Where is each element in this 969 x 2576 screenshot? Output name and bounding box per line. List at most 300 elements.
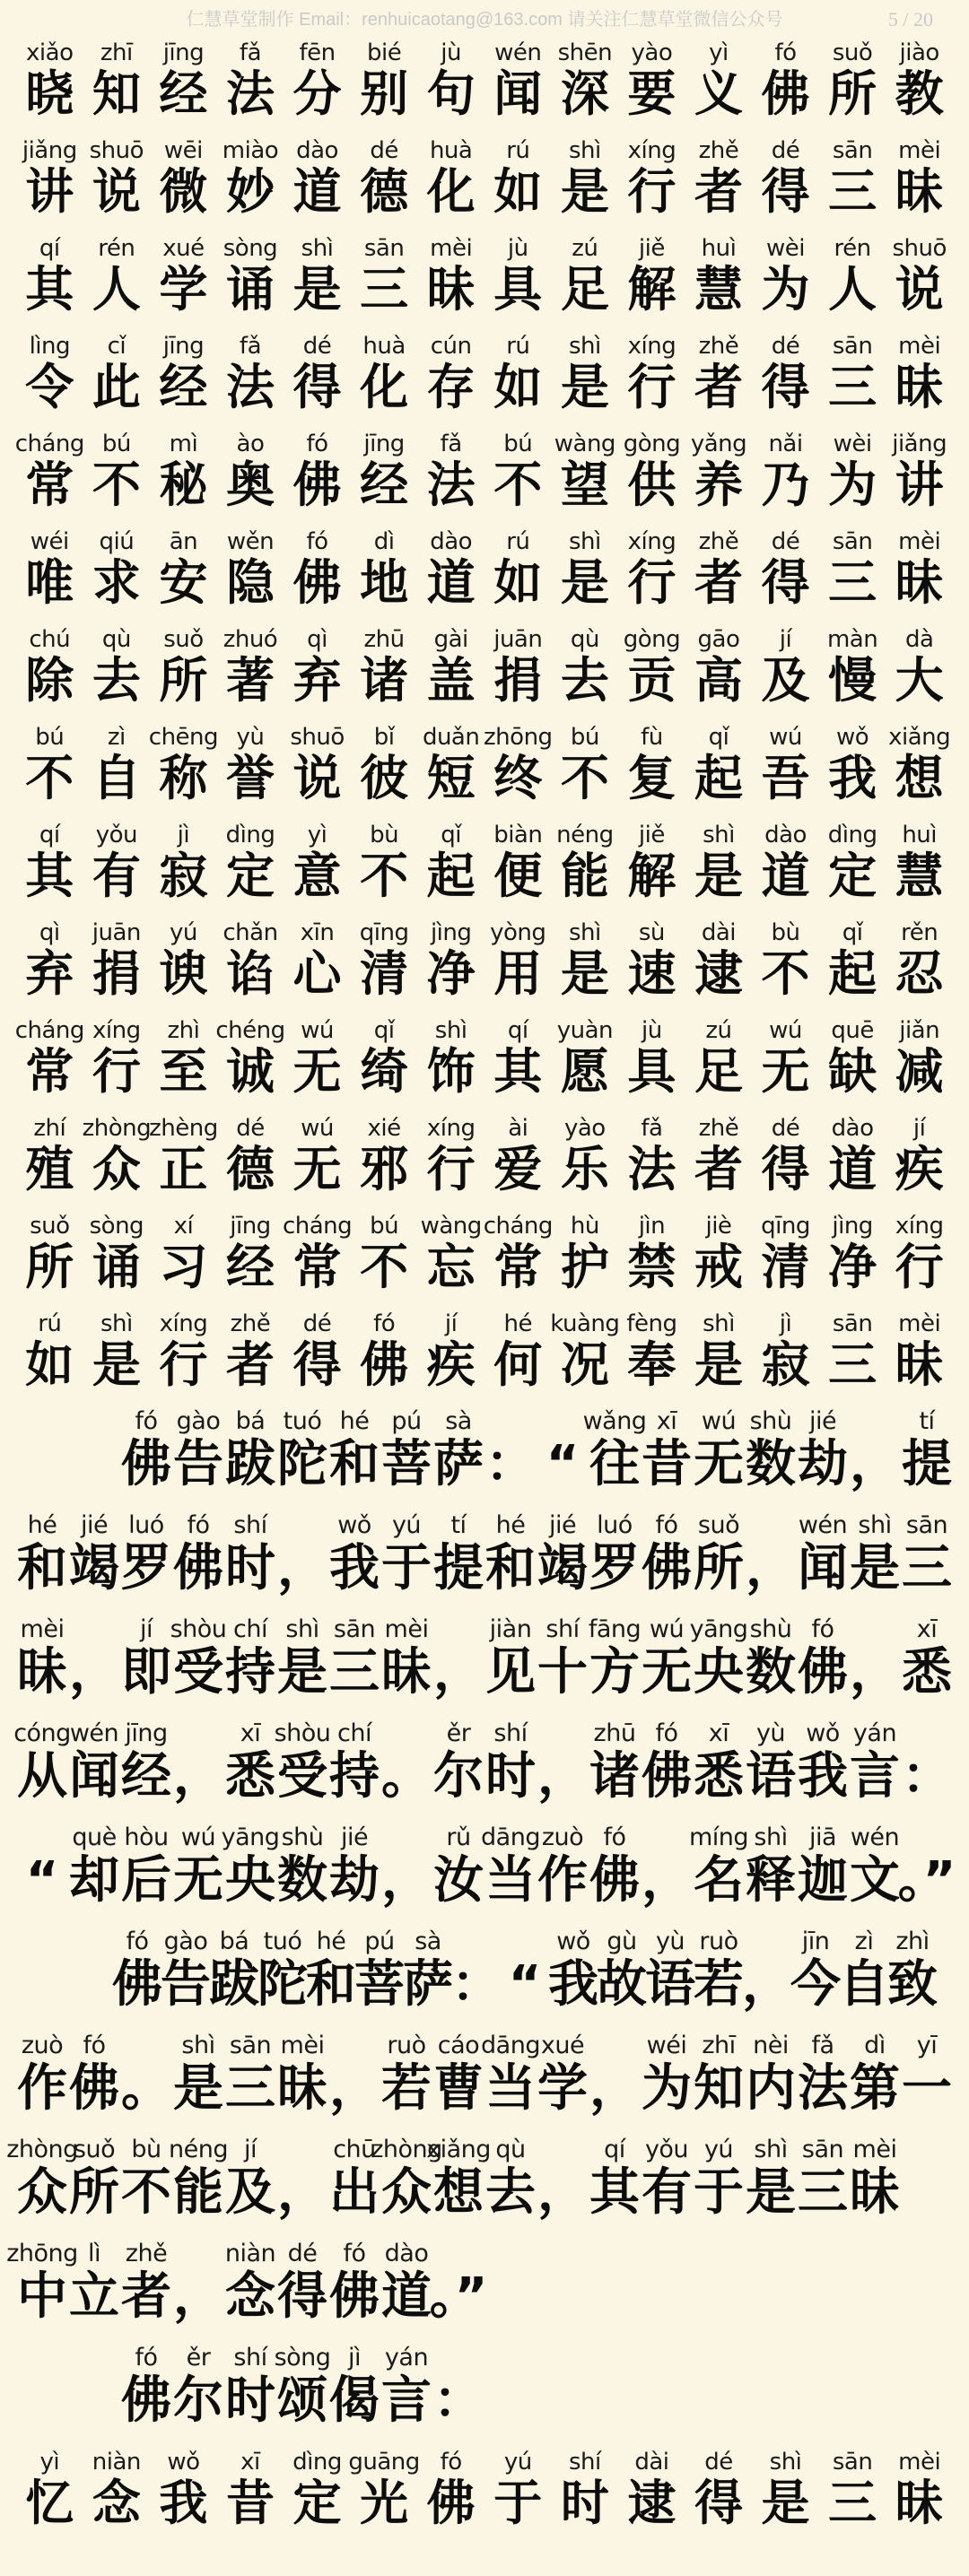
char-unit (152, 919, 214, 1017)
char-unit (797, 2137, 849, 2223)
hanzi: 何 (493, 1336, 543, 1393)
pinyin: néng (169, 2136, 228, 2163)
char-unit (620, 235, 683, 333)
char-unit (16, 1408, 68, 1494)
hanzi: 央 (225, 1851, 275, 1910)
char-unit (554, 626, 616, 724)
pinyin: sān (832, 528, 873, 555)
pinyin: ruò (387, 2032, 426, 2059)
char-unit (432, 1824, 484, 1910)
hanzi: 无 (694, 1435, 744, 1493)
verse-half-left (16, 724, 484, 822)
pinyin: zú (705, 1017, 732, 1044)
pinyin: xiǎng (888, 724, 951, 751)
char-unit (353, 1017, 415, 1115)
hanzi: ， (277, 1539, 327, 1597)
pinyin: fó (306, 528, 328, 555)
hanzi: 。” (897, 1851, 956, 1910)
pinyin: jìng (832, 1213, 873, 1240)
hanzi: 如 (493, 554, 543, 611)
char-unit (219, 1310, 282, 1408)
char-unit (745, 1616, 797, 1702)
hanzi: ， (277, 2163, 327, 2222)
char-unit (353, 1115, 415, 1213)
pinyin: gāo (697, 626, 740, 653)
pinyin: chēng (148, 724, 219, 751)
hanzi: 昧 (277, 2059, 327, 2118)
hanzi: 是 (746, 2163, 796, 2222)
pinyin: cún (430, 333, 472, 360)
hanzi: 致 (887, 1955, 938, 2014)
hanzi: ， (433, 1643, 484, 1701)
char-unit (821, 137, 884, 235)
char-unit (286, 431, 349, 528)
char-unit (328, 1824, 380, 1910)
hanzi: 净 (828, 1239, 877, 1295)
hanzi: 定 (225, 848, 275, 904)
pinyin: huà (429, 137, 473, 164)
char-unit (18, 822, 81, 919)
char-unit (620, 919, 683, 1017)
pinyin: fó (306, 431, 328, 457)
pinyin: fó (135, 1407, 158, 1435)
pinyin: qīng (359, 919, 409, 946)
hanzi: 常 (493, 1239, 543, 1295)
hanzi: 无 (642, 1643, 692, 1701)
pinyin: jì (177, 822, 190, 849)
pinyin: fó (83, 2032, 106, 2059)
pinyin: xī (916, 1615, 938, 1643)
char-unit (224, 2345, 276, 2431)
char-unit (537, 1824, 589, 1910)
pinyin: gù (607, 1928, 637, 1955)
pinyin: fāng (588, 1615, 642, 1643)
pinyin: yào (631, 39, 673, 66)
char-unit (149, 1115, 218, 1213)
char-unit (219, 1115, 282, 1213)
hanzi: “ (25, 1851, 59, 1910)
hanzi: 者 (694, 359, 743, 415)
hanzi: 清 (360, 945, 409, 1002)
page-number: 5 / 20 (887, 8, 933, 30)
char-unit (821, 1310, 884, 1408)
pinyin: suǒ (832, 39, 873, 66)
char-unit (152, 1310, 214, 1408)
pinyin: xíng (627, 333, 677, 360)
char-unit (172, 2032, 224, 2119)
hanzi: 时 (485, 1747, 536, 1806)
char-unit (888, 1310, 951, 1408)
char-unit (755, 235, 817, 333)
pinyin: niàn (92, 2449, 141, 2476)
hanzi: 唯 (25, 554, 74, 611)
char-unit (484, 1512, 537, 1598)
pinyin: xué (540, 2032, 585, 2059)
pinyin: hé (27, 1511, 57, 1539)
hanzi: 佛 (112, 1955, 162, 2014)
hanzi: 得 (761, 1141, 810, 1197)
pinyin: wén (798, 1511, 848, 1539)
char-unit (152, 528, 214, 626)
verse-line (16, 431, 953, 528)
char-unit (85, 1213, 148, 1310)
char-unit (18, 1310, 81, 1408)
char-unit (286, 1310, 349, 1408)
hanzi: 释 (746, 1851, 796, 1910)
hanzi: 若 (694, 1955, 744, 2014)
hanzi: 持 (225, 1643, 275, 1701)
char-unit (85, 39, 148, 137)
hanzi: 便 (493, 848, 543, 904)
hanzi: 为 (761, 261, 810, 318)
char-unit (85, 137, 148, 235)
hanzi: 说 (92, 163, 141, 220)
pinyin: jié (548, 1511, 577, 1539)
verse-half-left (16, 137, 484, 235)
hanzi: 道 (292, 163, 342, 220)
char-unit (219, 2449, 282, 2546)
pinyin: shì (285, 1615, 319, 1643)
hanzi: 义 (694, 65, 743, 122)
hanzi: 者 (694, 1141, 743, 1197)
pinyin: bù (771, 919, 800, 946)
hanzi: 是 (560, 554, 609, 611)
hanzi: ， (537, 1747, 588, 1806)
pinyin: sān (832, 333, 873, 360)
char-unit (420, 431, 483, 528)
char-unit (620, 1115, 683, 1213)
pinyin: ào (236, 431, 265, 457)
hanzi: 慧 (895, 848, 944, 904)
char-unit (420, 626, 483, 724)
char-unit (355, 1928, 404, 2015)
char-unit (797, 1824, 849, 1910)
pinyin: yán (852, 1719, 897, 1747)
hanzi: 经 (225, 1239, 275, 1295)
pinyin: zuò (21, 2032, 64, 2059)
pinyin: wèi (833, 431, 872, 457)
char-unit (420, 1213, 483, 1310)
verse-half-right (484, 235, 953, 333)
prose-line (16, 2345, 953, 2449)
pinyin: jīng (125, 1719, 168, 1747)
hanzi: 所 (69, 2163, 119, 2222)
hanzi: ， (742, 1955, 792, 2014)
hanzi: 清 (761, 1239, 810, 1295)
pinyin: sān (333, 1615, 376, 1643)
hanzi: 得 (761, 554, 810, 611)
char-unit (432, 1616, 484, 1702)
char-unit (755, 724, 817, 822)
pinyin: zhě (125, 2240, 168, 2267)
char-unit (554, 1017, 616, 1115)
hanzi: 行 (627, 554, 677, 611)
char-unit (286, 2449, 349, 2546)
pinyin: yuàn (556, 1017, 613, 1044)
char-unit (224, 2032, 276, 2119)
pinyin: zhì (895, 1928, 930, 1955)
char-unit (486, 39, 549, 137)
pinyin: gài (433, 626, 468, 653)
hanzi: 数 (746, 1435, 796, 1493)
pinyin: wéi (30, 528, 69, 555)
pinyin: huì (701, 235, 737, 262)
hanzi: 三 (360, 261, 409, 318)
pinyin: tí (450, 1511, 467, 1539)
hanzi: 况 (560, 1336, 609, 1393)
hanzi: 往 (589, 1435, 640, 1493)
pinyin: fó (126, 1928, 149, 1955)
verse-half-left (16, 2449, 484, 2546)
char-unit (152, 431, 214, 528)
hanzi: 化 (360, 359, 409, 415)
char-unit (745, 1512, 797, 1598)
char-unit (755, 1310, 817, 1408)
char-unit (620, 431, 683, 528)
char-unit (274, 2344, 331, 2431)
char-unit (286, 626, 349, 724)
hanzi: 养 (694, 457, 743, 513)
hanzi: 短 (426, 750, 476, 806)
char-unit (821, 724, 884, 822)
char-unit (172, 2345, 224, 2431)
hanzi: “ (546, 1435, 580, 1493)
hanzi: 道 (381, 2267, 432, 2326)
pinyin: wěn (226, 528, 275, 555)
hanzi: 所 (828, 65, 877, 122)
verse-line (16, 1115, 953, 1213)
char-unit (82, 1115, 152, 1213)
hanzi: 者 (225, 1336, 275, 1393)
char-unit (276, 1408, 328, 1494)
char-unit (120, 1616, 172, 1702)
char-unit (797, 2032, 849, 2119)
char-unit (901, 1408, 953, 1494)
pinyin: jí (912, 1115, 926, 1142)
pinyin: sù (638, 919, 665, 946)
char-unit (755, 333, 817, 431)
pinyin: yú (503, 2449, 532, 2476)
pinyin: zhèng (149, 1115, 218, 1142)
pinyin: shì (181, 2032, 215, 2059)
hanzi: 当 (485, 2059, 536, 2118)
pinyin: shì (858, 1511, 892, 1539)
pinyin: gòng (623, 626, 681, 653)
char-unit (224, 1512, 276, 1598)
hanzi: 言 (850, 1747, 900, 1806)
hanzi: 念 (225, 2267, 275, 2326)
hanzi: 高 (694, 652, 743, 709)
char-unit (68, 2241, 120, 2327)
verse-half-right (484, 822, 953, 919)
pinyin: qǐ (842, 919, 863, 946)
pinyin: wú (649, 1615, 685, 1643)
char-unit (120, 2345, 172, 2431)
pinyin: sān (832, 1310, 873, 1337)
pinyin: dé (370, 137, 398, 164)
char-unit (219, 919, 282, 1017)
hanzi: 所 (159, 652, 208, 709)
char-unit (120, 1512, 172, 1598)
pinyin: yù (236, 724, 265, 751)
char-unit (484, 724, 553, 822)
hanzi: 告 (161, 1955, 211, 2014)
pinyin: jīn (801, 1928, 830, 1955)
char-unit (755, 39, 817, 137)
char-unit (16, 1928, 65, 2015)
pinyin: ěr (186, 2344, 211, 2371)
pinyin: xíng (627, 137, 677, 164)
char-unit (821, 1213, 884, 1310)
char-unit (148, 724, 219, 822)
pinyin: fó (135, 2344, 158, 2371)
char-unit (152, 2449, 214, 2546)
hanzi: 别 (360, 65, 409, 122)
char-unit (328, 1720, 380, 1806)
hanzi: 其 (493, 1043, 543, 1100)
hanzi: 不 (25, 750, 74, 806)
hanzi: 行 (426, 1141, 476, 1197)
char-unit (348, 2449, 420, 2546)
verse-line (16, 333, 953, 431)
char-unit (849, 1616, 901, 1702)
char-unit (286, 333, 349, 431)
pinyin: zhě (230, 1310, 271, 1337)
hanzi: 大 (895, 652, 944, 709)
char-unit (486, 528, 549, 626)
hanzi: 文 (850, 1851, 900, 1910)
hanzi: 逮 (694, 945, 743, 1002)
char-unit (380, 2345, 432, 2431)
char-unit (68, 1512, 120, 1598)
hanzi: 人 (828, 261, 877, 318)
pinyin: shì (754, 2136, 788, 2163)
pinyin: qì (307, 626, 327, 653)
pinyin: ěr (446, 1719, 471, 1747)
hanzi: 微 (159, 163, 208, 220)
pinyin: dào (430, 528, 473, 555)
char-unit (6, 2136, 78, 2223)
hanzi: 昔 (642, 1435, 692, 1493)
char-unit (901, 1512, 953, 1598)
char-unit (821, 822, 884, 919)
hanzi: 闻 (493, 65, 543, 122)
hanzi: 正 (159, 1141, 208, 1197)
hanzi: 三 (828, 2475, 877, 2531)
char-unit (172, 1512, 224, 1598)
hanzi: 是 (560, 945, 609, 1002)
char-unit (18, 1115, 81, 1213)
pinyin: dào (296, 137, 338, 164)
hanzi: 彼 (360, 750, 409, 806)
pinyin: shì (568, 333, 601, 360)
pinyin: zhě (698, 1115, 739, 1142)
char-unit (420, 919, 483, 1017)
char-unit (152, 1017, 214, 1115)
pinyin: bá (219, 1928, 249, 1955)
pinyin: shòu (170, 1615, 227, 1643)
hanzi: 中 (17, 2267, 67, 2326)
hanzi: 汝 (433, 1851, 484, 1910)
hanzi: 及 (225, 2163, 275, 2222)
pinyin: qǐ (373, 1017, 395, 1044)
char-unit (554, 333, 616, 431)
pinyin: dāng (481, 2032, 540, 2059)
pinyin: xī (656, 1407, 677, 1435)
char-unit (901, 1616, 953, 1702)
char-unit (18, 2449, 81, 2546)
pinyin: què (72, 1823, 117, 1851)
pinyin: dà (904, 626, 934, 653)
char-unit (849, 1720, 901, 1806)
verse-half-right (484, 1115, 953, 1213)
hanzi: 是 (292, 261, 342, 318)
hanzi: 央 (694, 1643, 744, 1701)
hanzi: 和 (306, 1955, 356, 2014)
prose-line (16, 1928, 953, 2032)
hanzi: 竭 (537, 1539, 588, 1597)
char-unit (224, 1720, 276, 1806)
char-unit (432, 1512, 484, 1598)
pinyin: xíng (895, 1213, 944, 1240)
pinyin: dé (302, 333, 332, 360)
hanzi: 殖 (25, 1141, 74, 1197)
pinyin: lì (87, 2240, 100, 2267)
char-unit (888, 333, 951, 431)
char-unit (687, 724, 750, 822)
pinyin: yú (391, 1511, 422, 1539)
pinyin: mèi (20, 1615, 65, 1643)
hanzi: 提 (433, 1539, 484, 1597)
pinyin: shuō (89, 137, 144, 164)
pinyin: suǒ (697, 1511, 740, 1539)
hanzi: 德 (225, 1141, 275, 1197)
char-unit (537, 2137, 589, 2223)
hanzi: 起 (828, 945, 877, 1002)
hanzi: 时 (560, 2475, 609, 2531)
pinyin: jiào (899, 39, 939, 66)
hanzi: 诵 (225, 261, 275, 318)
hanzi: 求 (92, 554, 141, 611)
char-unit (901, 2032, 953, 2119)
pinyin: jīng (363, 431, 405, 457)
pinyin: zhòng (82, 1115, 152, 1142)
hanzi: 和 (17, 1539, 67, 1597)
hanzi: 德 (360, 163, 409, 220)
hanzi: 隐 (225, 554, 275, 611)
hanzi: 常 (25, 457, 74, 513)
hanzi: 得 (694, 2475, 743, 2531)
char-unit (554, 919, 616, 1017)
char-unit (821, 919, 884, 1017)
pinyin: shì (754, 1823, 788, 1851)
hanzi: 诸 (589, 1747, 640, 1806)
pinyin: wú (701, 1407, 737, 1435)
hanzi: 令 (25, 359, 74, 415)
verse-line (16, 235, 953, 333)
char-unit (797, 1616, 849, 1702)
char-unit (172, 1824, 224, 1910)
hanzi: 分 (292, 65, 342, 122)
char-unit (755, 1017, 817, 1115)
pinyin: mèi (280, 2032, 325, 2059)
hanzi: 讲 (895, 457, 944, 513)
char-unit (328, 1616, 380, 1702)
char-unit (16, 2032, 68, 2119)
pinyin: yǎng (690, 431, 747, 457)
char-unit (486, 431, 549, 528)
verse-half-left (16, 1213, 484, 1310)
